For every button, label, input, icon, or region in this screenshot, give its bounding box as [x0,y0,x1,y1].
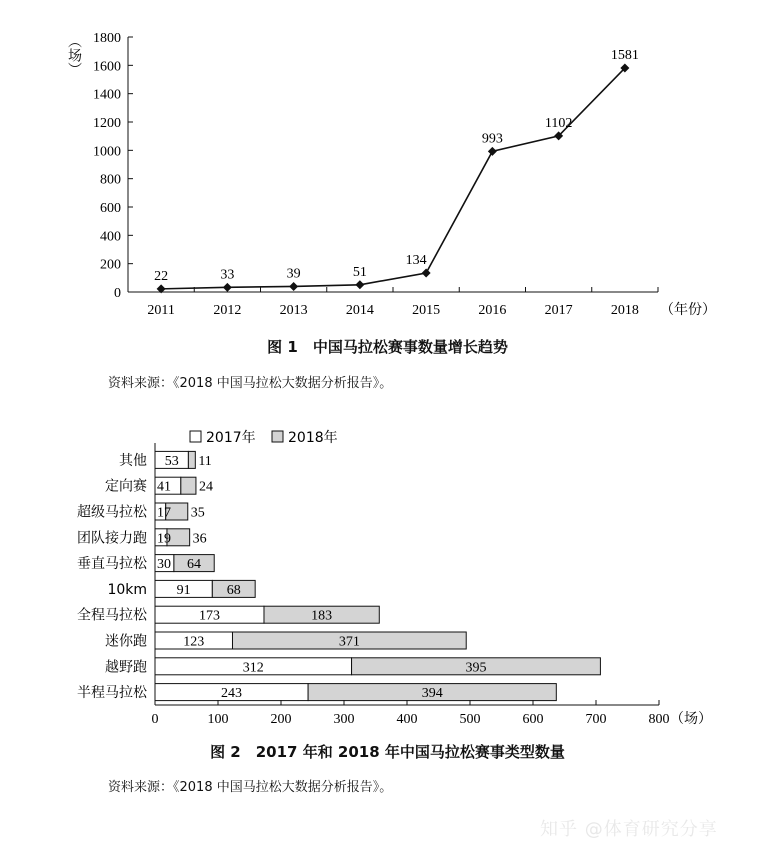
figure2-source: 资料来源：《2018 中国马拉松大数据分析报告》。 [108,780,393,795]
category-label: 越野跑 [105,659,147,676]
watermark: 知乎 @体育研究分享 [540,819,718,840]
x-tick-label: 2014 [345,303,374,318]
data-point [488,147,497,156]
category-label: 团队接力跑 [77,530,147,547]
legend-label-2018: 2018年 [288,430,338,446]
bar-label-2017: 243 [221,686,243,702]
y-tick-label: 200 [100,257,121,273]
category-label: 迷你跑 [105,633,147,650]
category-label: 垂直马拉松 [77,556,147,573]
legend-swatch-2017 [190,431,201,442]
bar-label-2018: 11 [198,453,212,469]
data-point [422,269,431,278]
x-tick-label: 2011 [147,303,175,318]
bar-label-2018: 24 [198,479,213,495]
data-point [355,280,364,289]
x-tick-label: 2018 [610,303,639,318]
category-label: 定向赛 [105,478,147,495]
bar-label-2017: 53 [164,453,179,469]
y-tick-label: 0 [114,286,121,301]
bar-label-2018: 395 [465,660,487,676]
bar-label-2018: 68 [226,582,241,598]
x-axis-title: （场） [670,711,712,725]
data-label: 22 [154,268,169,284]
figure1-source: 资料来源：《2018 中国马拉松大数据分析报告》。 [108,376,393,391]
bar-label-2018: 371 [338,634,360,650]
data-label: 39 [286,266,301,282]
x-tick-label: 0 [151,712,159,725]
x-axis-title: （年份） [660,302,716,318]
x-tick-label: 100 [207,712,229,725]
x-tick-label: 500 [459,712,481,725]
category-label: 10km [107,581,147,598]
bar-label-2018: 36 [192,531,207,547]
series-line [161,68,625,289]
legend-label-2017: 2017年 [206,430,256,446]
growth-line-chart [0,0,775,330]
y-axis-title: （场） [66,34,82,76]
bar-label-2018: 183 [311,608,333,624]
bar-label-2017: 17 [157,505,171,521]
bar-label-2017: 123 [183,634,205,650]
bar-label-2017: 19 [157,531,171,547]
x-tick-label: 600 [522,712,544,725]
data-point [289,282,298,291]
y-tick-label: 1600 [93,59,121,75]
bar-label-2018: 394 [421,686,443,702]
data-label: 1102 [544,115,573,131]
data-point [223,283,232,292]
data-label: 134 [405,253,427,269]
y-tick-label: 800 [100,172,121,188]
x-tick-label: 800 [648,712,670,725]
category-label: 半程马拉松 [77,685,147,702]
bar-2018 [188,451,195,468]
figure2-caption: 图 2 2017 年和 2018 年中国马拉松赛事类型数量 [210,743,565,761]
legend-swatch-2018 [272,431,283,442]
race-type-bar-chart [0,425,775,725]
x-tick-label: 700 [585,712,607,725]
y-tick-label: 1800 [93,31,121,46]
y-tick-label: 400 [100,229,121,245]
bar-label-2017: 41 [157,479,171,495]
x-tick-label: 400 [396,712,418,725]
x-tick-label: 200 [270,712,292,725]
figure1-caption: 图 1 中国马拉松赛事数量增长趋势 [267,338,508,356]
bar-label-2018: 64 [187,557,202,573]
bar-label-2017: 91 [176,582,191,598]
bar-label-2017: 30 [157,557,171,573]
y-tick-label: 600 [100,201,121,216]
data-label: 1581 [610,48,639,64]
category-label: 其他 [119,452,147,469]
y-tick-label: 1400 [93,87,121,103]
x-tick-label: 2012 [213,303,242,318]
category-label: 全程马拉松 [77,607,147,624]
bar-label-2018: 35 [190,505,205,521]
bar-2018 [181,477,196,494]
x-tick-label: 2013 [279,303,308,318]
x-tick-label: 2016 [478,303,507,318]
y-tick-label: 1200 [93,116,121,131]
data-label: 993 [481,131,503,147]
category-label: 超级马拉松 [77,504,147,521]
y-tick-label: 1000 [93,144,121,160]
x-tick-label: 2017 [544,303,573,318]
bar-label-2017: 173 [198,608,220,624]
data-label: 33 [220,267,235,283]
x-tick-label: 300 [333,712,355,725]
data-label: 51 [352,264,367,280]
bar-label-2017: 312 [242,660,264,676]
x-tick-label: 2015 [412,303,441,318]
